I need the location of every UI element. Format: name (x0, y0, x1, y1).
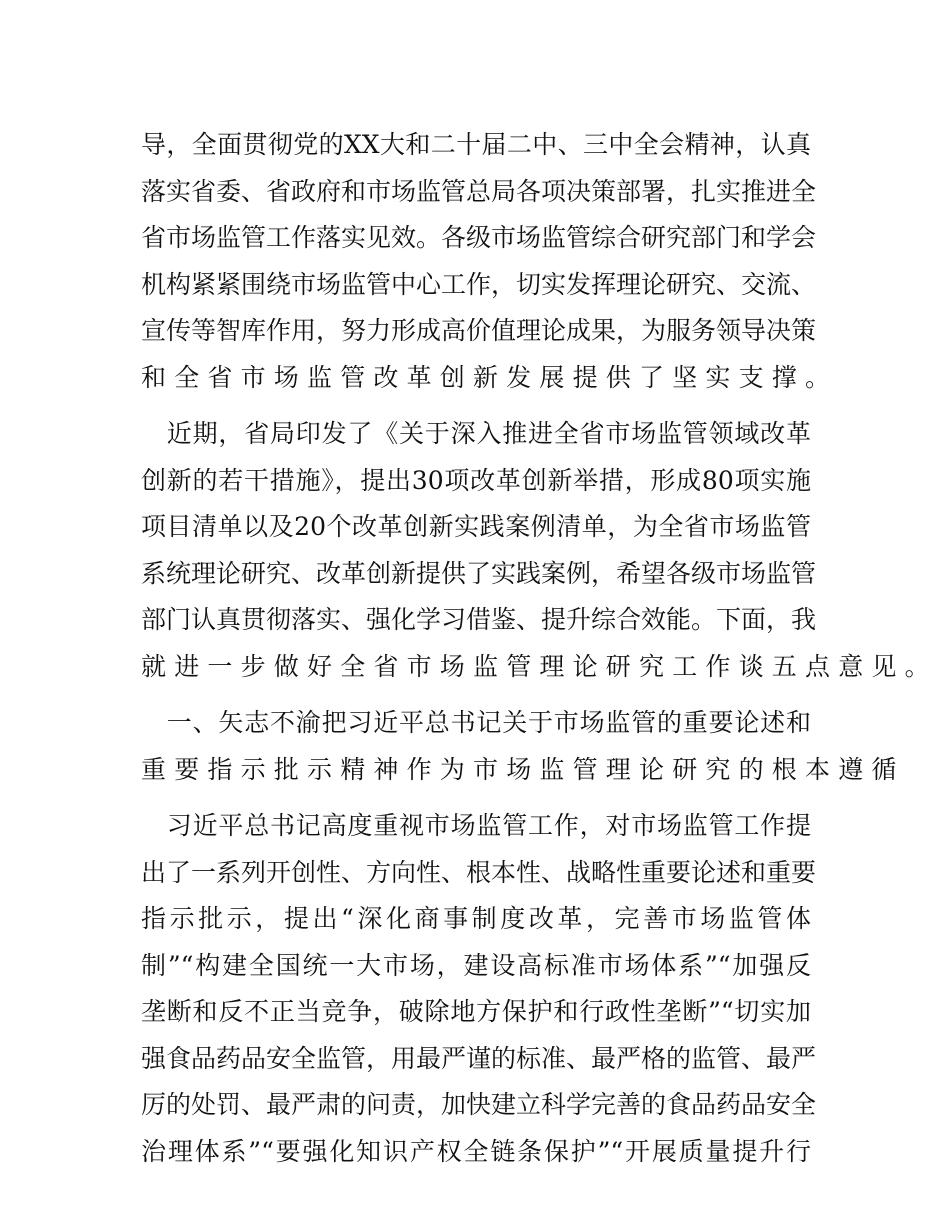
paragraph-intro-continued (141, 122, 839, 401)
paragraph-recent-measures (141, 411, 938, 690)
text-line: 垄断和反不正当竞争，破除地方保护和行政性垄断”“切实加 (141, 997, 811, 1026)
paragraph-spacer (141, 793, 811, 803)
text-line: 导，全面贯彻党的XX大和二十届二中、三中全会精神，认真 (141, 130, 811, 159)
text-line: 项目清单以及20个改革创新实践案例清单，为全省市场监管 (141, 512, 811, 541)
text-line: 省市场监管工作落实见效。各级市场监管综合研究部门和学会 (141, 223, 817, 252)
text-line: 创新的若干措施》，提出30项改革创新举措，形成80项实施 (141, 465, 811, 495)
text-line: 治理体系”“要强化知识产权全链条保护”“开展质量提升行 (141, 1136, 811, 1166)
text-line: 宣传等智库作用，努力形成高价值理论成果，为服务领导决策 (141, 316, 817, 345)
heading-line: 一、矢志不渝把习近平总书记关于市场监管的重要论述和 (141, 708, 811, 737)
text-line: 出了一系列开创性、方向性、根本性、战略性重要论述和重要 (141, 857, 817, 887)
text-line: 指示批示，提出“深化商事制度改革，完善市场监管体 (141, 904, 811, 933)
text-line: 就进一步做好全省市场监管理论研究工作谈五点意见。 (141, 651, 938, 681)
text-line: 厉的处罚、最严肃的问责，加快建立科学完善的食品药品安全 (141, 1090, 817, 1119)
text-line: 强食品药品安全监管，用最严谨的标准、最严格的监管、最严 (141, 1043, 817, 1073)
text-line: 部门认真贯彻落实、强化学习借鉴、提升综合效能。下面，我 (141, 605, 817, 634)
section-heading-1 (141, 700, 905, 793)
heading-line: 重要指示批示精神作为市场监管理论研究的根本遵循 (141, 754, 905, 784)
text-line: 制”“构建全国统一大市场，建设高标准市场体系”“加强反 (141, 950, 811, 980)
document-page (141, 122, 938, 1175)
text-line: 习近平总书记高度重视市场监管工作，对市场监管工作提 (141, 811, 811, 840)
text-line: 近期，省局印发了《关于深入推进全省市场监管领域改革 (141, 419, 811, 448)
text-line: 机构紧紧围绕市场监管中心工作，切实发挥理论研究、交流、 (141, 269, 817, 299)
paragraph-spacer (141, 690, 811, 700)
paragraph-spacer (141, 401, 811, 411)
paragraph-xi-remarks (141, 803, 817, 1175)
text-line: 和全省市场监管改革创新发展提供了坚实支撑。 (141, 362, 839, 392)
text-line: 落实省委、省政府和市场监管总局各项决策部署，扎实推进全 (141, 176, 817, 206)
text-line: 系统理论研究、改革创新提供了实践案例，希望各级市场监管 (141, 558, 817, 588)
